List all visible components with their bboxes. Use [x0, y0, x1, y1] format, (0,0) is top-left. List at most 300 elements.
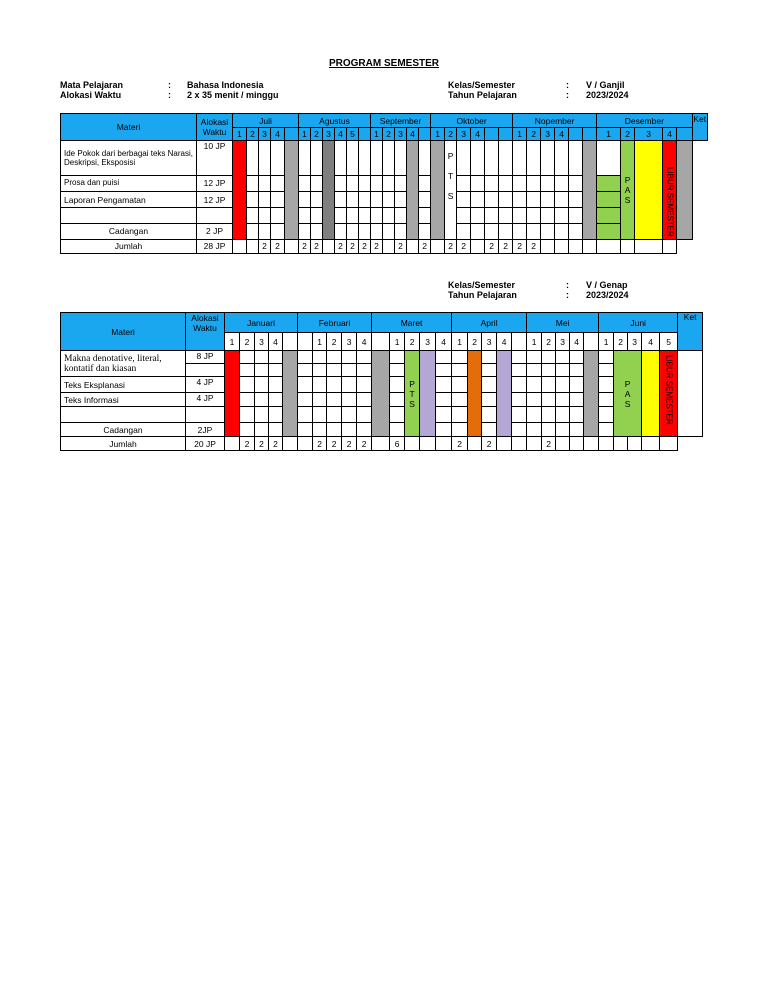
month-april: April	[452, 313, 527, 333]
colon: :	[566, 290, 569, 300]
week-num: 4	[271, 128, 285, 141]
week-num: 3	[628, 333, 642, 351]
week-num: 1	[390, 333, 405, 351]
lavender-week	[420, 351, 436, 437]
jp-cell: 12 JP	[197, 175, 233, 191]
genap-table	[60, 312, 703, 451]
week-cell	[371, 223, 383, 239]
week-cell	[311, 192, 323, 208]
week-num: 2	[311, 128, 323, 141]
jumlah-week-cell	[597, 239, 621, 253]
tahun-value: 2023/2024	[586, 290, 629, 300]
jp-cell: 2 JP	[197, 223, 233, 239]
week-cell	[347, 192, 359, 208]
month-oktober: Oktober	[431, 114, 513, 128]
jumlah-week-cell	[298, 437, 313, 451]
jumlah-week-cell: 2	[482, 437, 497, 451]
materi-cell	[61, 208, 197, 223]
week-num: 4	[497, 333, 512, 351]
jp-cell: 12 JP	[197, 192, 233, 208]
week-cell	[259, 223, 271, 239]
jumlah-week-cell: 2	[499, 239, 513, 253]
week-cell	[311, 208, 323, 223]
week-num: 3	[259, 128, 271, 141]
jp-cell: 4 JP	[186, 377, 225, 393]
header-alokasi: Alokasi Waktu	[197, 114, 233, 141]
week-num: 2	[445, 128, 457, 141]
gray-week	[583, 141, 597, 240]
jumlah-week-cell: 2	[335, 239, 347, 253]
week-cell	[335, 192, 347, 208]
kelas-label: Kelas/Semester	[448, 280, 516, 290]
week-cell	[541, 175, 555, 191]
week-num: 3	[482, 333, 497, 351]
week-cell	[485, 141, 499, 176]
week-cell	[597, 141, 621, 176]
week-cell	[513, 141, 527, 176]
week-cell	[419, 208, 431, 223]
lavender-week	[497, 351, 512, 437]
green-week	[597, 208, 621, 223]
jumlah-week-cell	[420, 437, 436, 451]
jumlah-week-cell: 2	[445, 239, 457, 253]
pas-letter: P	[624, 174, 631, 185]
jumlah-week-cell	[323, 239, 335, 253]
week-cell	[395, 223, 407, 239]
pas-letter: P	[624, 378, 631, 389]
jumlah-week-cell	[436, 437, 452, 451]
week-cell	[513, 175, 527, 191]
pts-letter: T	[447, 171, 454, 181]
ganjil-info-right	[448, 80, 698, 100]
week-cell	[499, 141, 513, 176]
jumlah-week-cell	[497, 437, 512, 451]
week-cell	[513, 208, 527, 223]
week-num: 2	[383, 128, 395, 141]
week-cell	[259, 208, 271, 223]
jumlah-week-cell	[642, 437, 660, 451]
ganjil-table	[60, 113, 708, 254]
week-cell	[395, 175, 407, 191]
week-cell	[419, 141, 431, 176]
week-cell	[513, 192, 527, 208]
green-week	[597, 223, 621, 239]
week-num	[298, 333, 313, 351]
week-num: 4	[570, 333, 584, 351]
tahun-value: 2023/2024	[586, 90, 629, 100]
colon: :	[168, 90, 171, 100]
week-spacer	[359, 128, 371, 141]
week-num: 3	[457, 128, 471, 141]
week-num	[372, 333, 390, 351]
alokasi-label: Alokasi Waktu	[60, 90, 122, 100]
week-cell	[299, 175, 311, 191]
colon: :	[566, 80, 569, 90]
week-num: 3	[420, 333, 436, 351]
pts-letter: P	[409, 378, 415, 389]
week-cell	[259, 141, 271, 176]
pts-letter: T	[409, 388, 415, 399]
week-cell	[259, 175, 271, 191]
jumlah-week-cell: 2	[271, 239, 285, 253]
week-cell	[527, 208, 541, 223]
week-cell	[271, 208, 285, 223]
week-cell	[395, 192, 407, 208]
mapel-label: Mata Pelajaran	[60, 80, 124, 90]
jumlah-week-cell	[660, 437, 678, 451]
week-num: 1	[371, 128, 383, 141]
jumlah-week-cell	[570, 437, 584, 451]
week-spacer	[285, 128, 299, 141]
week-cell	[541, 141, 555, 176]
week-num: 4	[407, 128, 419, 141]
jumlah-week-cell: 2	[342, 437, 357, 451]
week-cell	[335, 208, 347, 223]
jumlah-week-cell	[584, 437, 599, 451]
gray-week	[407, 141, 419, 240]
jumlah-week-cell: 2	[259, 239, 271, 253]
jumlah-week-cell	[663, 239, 677, 253]
week-cell	[457, 223, 471, 239]
month-februari: Februari	[298, 313, 372, 333]
week-num: 3	[541, 128, 555, 141]
jp-cell: 4 JP	[186, 393, 225, 407]
month-mei: Mei	[527, 313, 599, 333]
jumlah-week-cell: 2	[327, 437, 342, 451]
header-materi: Materi	[61, 313, 186, 351]
week-cell	[527, 192, 541, 208]
jumlah-week-cell	[569, 239, 583, 253]
pas-block	[614, 351, 642, 437]
jumlah-week-cell: 2	[485, 239, 499, 253]
genap-info-right	[448, 280, 698, 300]
week-cell	[271, 223, 285, 239]
week-cell	[335, 223, 347, 239]
jumlah-week-cell: 6	[390, 437, 405, 451]
week-cell	[457, 175, 471, 191]
kelas-value: V / Genap	[586, 280, 628, 290]
mapel-value: Bahasa Indonesia	[187, 80, 264, 90]
kelas-label: Kelas/Semester	[448, 80, 516, 90]
month-september: September	[371, 114, 431, 128]
kelas-value: V / Ganjil	[586, 80, 625, 90]
ganjil-info-left	[60, 80, 360, 100]
pts-letter: P	[447, 151, 454, 161]
week-num: 4	[642, 333, 660, 351]
pas-letter: S	[624, 398, 631, 409]
jumlah-week-cell	[372, 437, 390, 451]
week-num: 1	[513, 128, 527, 141]
gray-week	[323, 141, 335, 240]
jumlah-week-cell: 2	[359, 239, 371, 253]
jumlah-week-cell: 2	[311, 239, 323, 253]
jumlah-week-cell	[541, 239, 555, 253]
week-cell	[513, 223, 527, 239]
month-maret: Maret	[372, 313, 452, 333]
yellow-week	[642, 351, 660, 437]
week-num: 2	[527, 128, 541, 141]
month-januari: Januari	[225, 313, 298, 333]
materi-cell: Makna denotative, literal, kontatif dan kiasan	[61, 351, 186, 377]
week-spacer	[677, 128, 692, 141]
week-cell	[569, 175, 583, 191]
jumlah-week-cell: 2	[240, 437, 255, 451]
week-cell	[299, 192, 311, 208]
week-num: 1	[225, 333, 240, 351]
gray-week	[584, 351, 599, 437]
page-title: PROGRAM SEMESTER	[328, 58, 439, 69]
week-num: 4	[335, 128, 347, 141]
week-cell	[485, 223, 499, 239]
week-cell	[247, 141, 259, 176]
week-spacer	[419, 128, 431, 141]
gray-week	[283, 351, 298, 437]
week-num: 2	[614, 333, 628, 351]
week-cell	[247, 208, 259, 223]
week-num: 1	[313, 333, 327, 351]
green-week	[597, 175, 621, 191]
week-num: 4	[471, 128, 485, 141]
week-cell	[555, 175, 569, 191]
week-cell	[311, 141, 323, 176]
week-spacer	[499, 128, 513, 141]
week-cell	[541, 223, 555, 239]
materi-cell: Prosa dan puisi	[61, 175, 197, 191]
week-cell	[419, 175, 431, 191]
week-cell	[383, 208, 395, 223]
week-cell	[499, 175, 513, 191]
jp-cell	[186, 407, 225, 423]
week-cell	[541, 208, 555, 223]
jp-cell: 10 JP	[197, 141, 233, 176]
week-cell	[471, 192, 485, 208]
week-cell	[247, 192, 259, 208]
week-cell	[555, 192, 569, 208]
week-cell	[359, 175, 371, 191]
jumlah-week-cell: 2	[395, 239, 407, 253]
jumlah-week-cell	[468, 437, 482, 451]
week-num: 3	[556, 333, 570, 351]
jumlah-week-cell: 2	[457, 239, 471, 253]
week-cell	[371, 192, 383, 208]
week-cell	[485, 208, 499, 223]
green-week	[597, 192, 621, 208]
week-num	[283, 333, 298, 351]
week-cell	[395, 208, 407, 223]
week-cell	[569, 208, 583, 223]
jp-cell: 8 JP	[186, 351, 225, 364]
week-cell	[271, 192, 285, 208]
month-juli: Juli	[233, 114, 299, 128]
jumlah-week-cell: 2	[513, 239, 527, 253]
week-spacer	[569, 128, 583, 141]
week-cell	[499, 223, 513, 239]
jumlah-week-cell: 2	[452, 437, 468, 451]
week-cell	[347, 208, 359, 223]
jumlah-week-cell	[628, 437, 642, 451]
red-week	[225, 351, 240, 437]
jumlah-week-cell	[527, 437, 542, 451]
month-juni: Juni	[599, 313, 678, 333]
week-cell	[569, 223, 583, 239]
week-cell	[527, 223, 541, 239]
week-cell	[359, 141, 371, 176]
week-spacer	[485, 128, 499, 141]
week-cell	[555, 223, 569, 239]
week-cell	[335, 141, 347, 176]
jumlah-week-cell: 2	[299, 239, 311, 253]
colon: :	[566, 90, 569, 100]
jumlah-week-cell	[405, 437, 420, 451]
yellow-week	[635, 141, 663, 240]
week-num	[512, 333, 527, 351]
jumlah-week-cell	[512, 437, 527, 451]
libur-semester-block	[663, 141, 677, 240]
header-materi: Materi	[61, 114, 197, 141]
week-cell	[471, 141, 485, 176]
week-cell	[311, 175, 323, 191]
materi-cell: Laporan Pengamatan	[61, 192, 197, 208]
week-cell	[471, 175, 485, 191]
week-cell	[371, 208, 383, 223]
week-num: 3	[323, 128, 335, 141]
week-cell	[527, 141, 541, 176]
materi-cell: Ide Pokok dari berbagai teks Narasi, Deskripsi, Eksposisi	[61, 141, 197, 176]
week-num: 1	[597, 128, 621, 141]
pts-block	[445, 141, 457, 240]
jumlah-week-cell: 2	[347, 239, 359, 253]
libur-semester-text: LIBUR SEMESTER	[664, 355, 674, 425]
jumlah-week-cell	[583, 239, 597, 253]
jumlah-week-cell	[471, 239, 485, 253]
jumlah-week-cell: 2	[527, 239, 541, 253]
week-cell	[471, 223, 485, 239]
jumlah-week-cell	[431, 239, 445, 253]
week-num: 1	[452, 333, 468, 351]
week-cell	[247, 175, 259, 191]
week-cell	[359, 192, 371, 208]
week-num: 2	[468, 333, 482, 351]
jumlah-week-cell	[285, 239, 299, 253]
jumlah-week-cell: 2	[313, 437, 327, 451]
ket-cell	[678, 351, 703, 437]
jumlah-week-cell	[383, 239, 395, 253]
jumlah-week-cell	[233, 239, 247, 253]
week-cell	[347, 141, 359, 176]
week-cell	[299, 223, 311, 239]
week-num: 4	[663, 128, 677, 141]
jumlah-week-cell: 2	[371, 239, 383, 253]
week-cell	[247, 223, 259, 239]
gray-week	[285, 141, 299, 240]
week-cell	[499, 208, 513, 223]
header-ket: Ket	[678, 313, 703, 351]
week-cell	[299, 141, 311, 176]
jp-cell: 20 JP	[186, 437, 225, 451]
jumlah-week-cell: 2	[542, 437, 556, 451]
week-cell	[359, 208, 371, 223]
week-num: 5	[660, 333, 678, 351]
header-ket: Ket	[692, 114, 707, 141]
materi-cell: Cadangan	[61, 223, 197, 239]
week-cell	[271, 175, 285, 191]
pas-letter: S	[624, 194, 631, 205]
week-cell	[419, 192, 431, 208]
jumlah-week-cell: 2	[419, 239, 431, 253]
week-num: 3	[342, 333, 357, 351]
jumlah-week-cell	[283, 437, 298, 451]
jumlah-week-cell: 2	[255, 437, 269, 451]
jumlah-week-cell	[407, 239, 419, 253]
week-num: 2	[327, 333, 342, 351]
week-cell	[457, 141, 471, 176]
materi-cell: Jumlah	[61, 437, 186, 451]
jumlah-week-cell	[556, 437, 570, 451]
week-num: 4	[436, 333, 452, 351]
week-cell	[259, 192, 271, 208]
pts-letter: S	[447, 191, 454, 201]
week-cell	[311, 223, 323, 239]
materi-cell: Jumlah	[61, 239, 197, 253]
month-agustus: Agustus	[299, 114, 371, 128]
gray-week	[431, 141, 445, 240]
week-cell	[359, 223, 371, 239]
week-cell	[271, 141, 285, 176]
week-num: 3	[635, 128, 663, 141]
materi-cell	[61, 407, 186, 423]
week-cell	[471, 208, 485, 223]
week-cell	[499, 192, 513, 208]
tahun-label: Tahun Pelajaran	[448, 290, 517, 300]
materi-cell: Teks Informasi	[61, 393, 186, 407]
pas-letter: A	[624, 388, 631, 399]
week-num: 2	[247, 128, 259, 141]
week-num: 3	[255, 333, 269, 351]
week-cell	[457, 192, 471, 208]
week-cell	[383, 223, 395, 239]
week-num: 1	[431, 128, 445, 141]
week-num: 1	[527, 333, 542, 351]
pas-block	[621, 141, 635, 240]
week-cell	[541, 192, 555, 208]
jumlah-week-cell	[247, 239, 259, 253]
week-num: 2	[405, 333, 420, 351]
week-num: 4	[357, 333, 372, 351]
gray-week	[372, 351, 390, 437]
tahun-label: Tahun Pelajaran	[448, 90, 517, 100]
week-cell	[299, 208, 311, 223]
week-cell	[395, 141, 407, 176]
week-spacer	[583, 128, 597, 141]
pts-block	[405, 351, 420, 437]
materi-cell: Teks Eksplanasi	[61, 377, 186, 393]
colon: :	[168, 80, 171, 90]
week-cell	[555, 141, 569, 176]
libur-semester-text: LIBUR SEMESTER	[665, 167, 675, 237]
red-week	[233, 141, 247, 240]
libur-semester-block	[660, 351, 678, 437]
week-num: 5	[347, 128, 359, 141]
jumlah-week-cell	[555, 239, 569, 253]
jumlah-week-cell	[599, 437, 614, 451]
week-cell	[347, 175, 359, 191]
week-cell	[485, 192, 499, 208]
week-num: 2	[621, 128, 635, 141]
week-num: 2	[240, 333, 255, 351]
alokasi-value: 2 x 35 menit / minggu	[187, 90, 279, 100]
jumlah-week-cell	[635, 239, 663, 253]
week-cell	[335, 175, 347, 191]
